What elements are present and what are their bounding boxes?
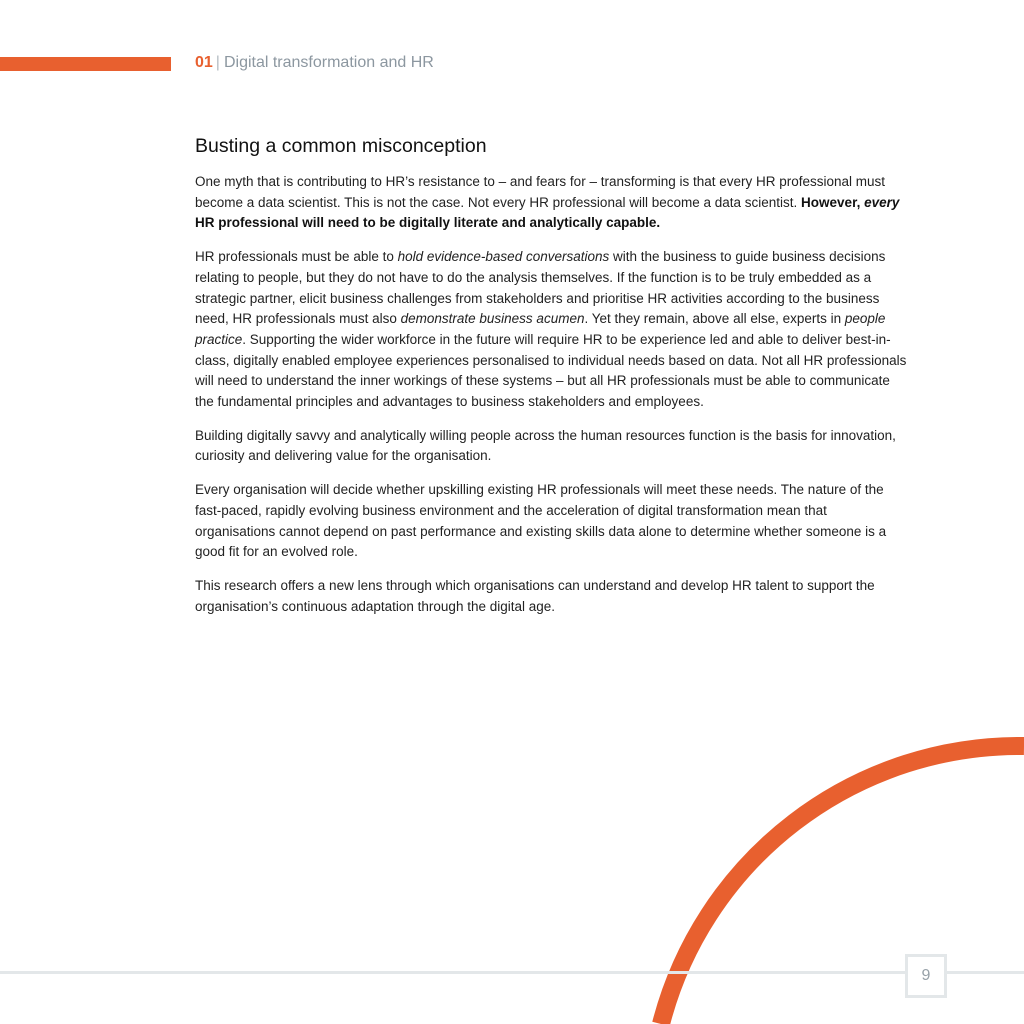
section-title: Digital transformation and HR bbox=[223, 54, 434, 71]
decorative-arc-stroke bbox=[661, 746, 1024, 1024]
page-title: Busting a common misconception bbox=[195, 135, 487, 157]
section-number: 01 bbox=[195, 54, 213, 71]
header-separator: | bbox=[215, 54, 220, 71]
paragraph-5: This research offers a new lens through which organisations can understand and develop HR talent to support the organisation’s continuous adaptation through the digital age. bbox=[195, 577, 875, 614]
paragraph-1: One myth that is contributing to HR’s resistance to – and fears for – transforming is that every HR professional must become a data scientist. This is not the case. Not every HR professional will become a data scientist. However, every HR professional will need to be digitally literate and analytically capable. bbox=[195, 174, 900, 231]
paragraph-4: Every organisation will decide whether upskilling existing HR professionals will meet these needs. The nature of the fast-paced, rapidly evolving business environment and the acceleration of digital transformation mean that organisations cannot depend on past performance and existing skills data alone to determine whether someone is a good fit for an evolved role. bbox=[195, 482, 887, 560]
bold-statement: However, every HR professional will need to be digitally literate and analytically capable. bbox=[195, 194, 900, 231]
paragraph-2: HR professionals must be able to hold evidence-based conversations with the business to guide business decisions relating to people, but they do not have to do the analysis themselves. If the function is to be truly embedded as a strategic partner, elicit business challenges from stakeholders and prioritise HR activities according to the business need, HR professionals must also demonstrate business acumen. Yet they remain, above all else, experts in people practice. Supporting the wider workforce in the future will require HR to be experience led and able to deliver best-in-class, digitally enabled employee experiences personalised to individual needs based on data. Not all HR professionals will need to understand the inner workings of these systems – but all HR professionals must be able to communicate the fundamental principles and advantages to business stakeholders and employees. bbox=[195, 249, 907, 410]
footer-line bbox=[0, 971, 1024, 974]
page-number: 9 bbox=[905, 954, 947, 998]
paragraph-3: Building digitally savvy and analytically willing people across the human resources function is the basis for innovation, curiosity and delivering value for the organisation. bbox=[195, 427, 896, 464]
